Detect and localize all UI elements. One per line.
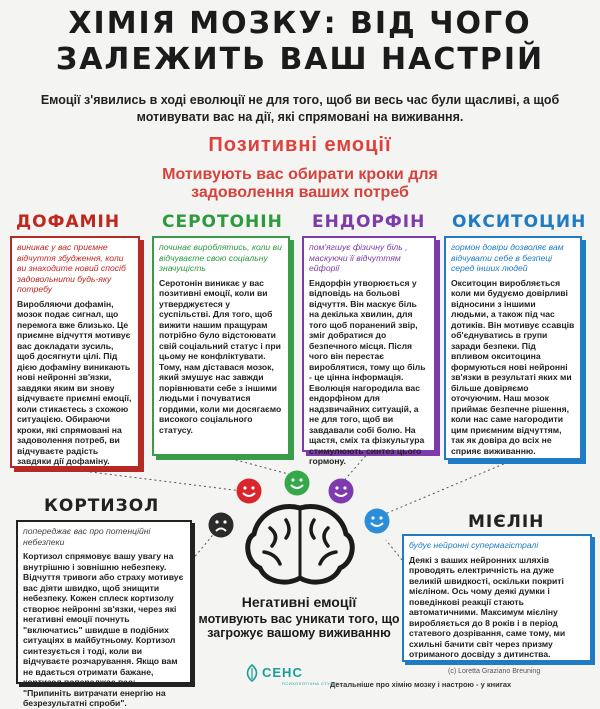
brain-icon [240, 500, 360, 592]
dopamine-heading: ДОФАМІН [16, 212, 121, 232]
negative-emotions-subtitle: мотивують вас уникати того, що загрожує вашому виживанню [198, 612, 400, 640]
dopamine-card [10, 236, 140, 468]
leaf-logo-icon [244, 664, 260, 682]
footer-note: Детальніше про хімію мозку і настрою - у книгах [330, 680, 512, 689]
positive-emotions-subtitle: Мотивують вас обирати кроки для задоволення ваших потреб [162, 166, 438, 201]
endorphin-card [302, 236, 436, 466]
myelin-description: Деякі з ваших нейронних шляхів проводять електричність на дуже великій швидкості, оскільки покриті мієліном. Ось чому деякі думки і поведінкові реакції стають автоматичними. Максимум мієліну виробляється до 8 років і в період статевого дозрівання, саме тому, ми схильні бачити світ через призму отриманого досвіду з дитинства. [409, 554, 566, 659]
myelin-tagline: будує нейронні супермагістралі [409, 540, 539, 550]
cortisol-heading: КОРТИЗОЛ [44, 496, 160, 516]
cortisol-description: Кортизол спрямовує вашу увагу на внутрішню і зовнішню небезпеку. Відчуття тривоги або страху мотивує вас діяти швидко, щоб знищити небезпеку. Кожен сплеск кортизолу створює нейронні зв'язки, через які негативні емоції почнуть "включатись" швидше в подібних ситуаціях в майбутньому. Кортизол синтезується і тоді, коли ви відчуваєте розчарування. Якщо вам не вдається отримати бажане, кортизол попереджає вас: "Припиніть витрачати енергію на безрезультатні спроби". [23, 551, 184, 708]
endorphin-description: Ендорфін утворюється у відповідь на больові відчуття. Він маскує біль на декілька хвилин, для того щоб поранений звір, зміг добратися до безпечного місця. Після чого він перестає вироблятися, тому що біль - це цінна інформація. Еволюція нагородила вас ендорфіном для надзвичайних ситуацій, а не для того, щоб ви завдавали собі болю. На щастя, сміх та фізкультура стимулюють синтез цього гормону. [309, 277, 426, 466]
serotonin-tagline: починає вироблятись, коли ви відчуваєте свою соціальну значущість [159, 242, 282, 273]
myelin-card [402, 534, 592, 662]
negative-emotions-title: Негативні емоції [241, 594, 357, 610]
cortisol-card [16, 520, 192, 708]
brand-logo-text: СЕНС [262, 665, 303, 680]
intro-text: Емоції з'явились в ході еволюції не для того, щоб ви весь час були щасливі, а щоб мотивувати вас на дії, які спрямовані на виживання. [40, 93, 560, 124]
endorphin-tagline: пом'ягшує фізичну біль , маскуючи її відчуттям ейфорії [309, 242, 408, 273]
oxytocin-tagline: гормон довіри дозволяє вам відчувати себе в безпеці серед інших людей [451, 242, 564, 273]
dopamine-tagline: виникає у вас приємне відчуття збудження, коли ви знаходите новий спосіб задовольнити будь-яку потребу [17, 242, 126, 294]
myelin-heading: МІЄЛІН [468, 512, 545, 532]
serotonin-heading: СЕРОТОНІН [162, 212, 283, 232]
page-title-line1: ХІМІЯ МОЗКУ: ВІД ЧОГО [68, 6, 532, 41]
oxytocin-description: Окситоцин виробляється коли ми будуємо довірливі відносини з іншими людьми, а також під час дотиків. Він мотивує ссавців об'єднуватись в групи заради безпеки. Під впливом окситоцина формуються нові нейронні зв'язки в результаті яких ми більше довіряємо оточуючим. Наш мозок приймає безпечне рішення, коли нас саме нагородити цим приємним відчуттям, так як довіра до всіх не сприяє виживанню. [451, 277, 575, 456]
cortisol-tagline: попереджає вас про потенційні небезпеки [23, 526, 151, 547]
oxytocin-card [444, 236, 582, 460]
sad-dark-face-icon [208, 512, 234, 538]
oxytocin-heading: ОКСИТОЦИН [452, 212, 587, 232]
brand-subtitle: ПСИХОЛОГІЧНА СТУДІЯ [282, 681, 339, 686]
page-title-line2: ЗАЛЕЖИТЬ ВАШ НАСТРІЙ [55, 42, 545, 77]
positive-emotions-title: Позитивні емоції [208, 134, 392, 156]
dopamine-description: Виробляючи дофамін, мозок подає сигнал, що перемога вже близько. Це приємне відчуття мотивує вас докладати зусиль, щоб досягнути цілі. Під дією дофаміну виникають нові нейронні зв'язки, завдяки яким ви знову відчуваєте приємні емоції, коли стикаєтесь з схожою ситуацією. Обираючи кроки, які спрямовані на задоволення потреб, ви відчуваєте радість завдяки дії дофаміну. [17, 298, 132, 466]
copyright-credit: (c) Loretta Graziano Breuning [448, 668, 541, 675]
serotonin-card [152, 236, 290, 456]
happy-green-face-icon [284, 470, 310, 496]
serotonin-description: Серотонін виникає у вас позитивні емоції, коли ви утверджуєтеся у суспільстві. Для того, щоб вижити нашим пращурам потрібно було відстоювати свій соціальний статус і при цьому не конфліктувати. Тому, нам діставася мозок, який змушує нас завжди порівнювати себе з іншими людьми і почуватися гордими, коли ми досягаємо високого соціального статусу. [159, 277, 282, 435]
happy-blue-face-icon [364, 508, 390, 534]
endorphin-heading: ЕНДОРФІН [312, 212, 426, 232]
